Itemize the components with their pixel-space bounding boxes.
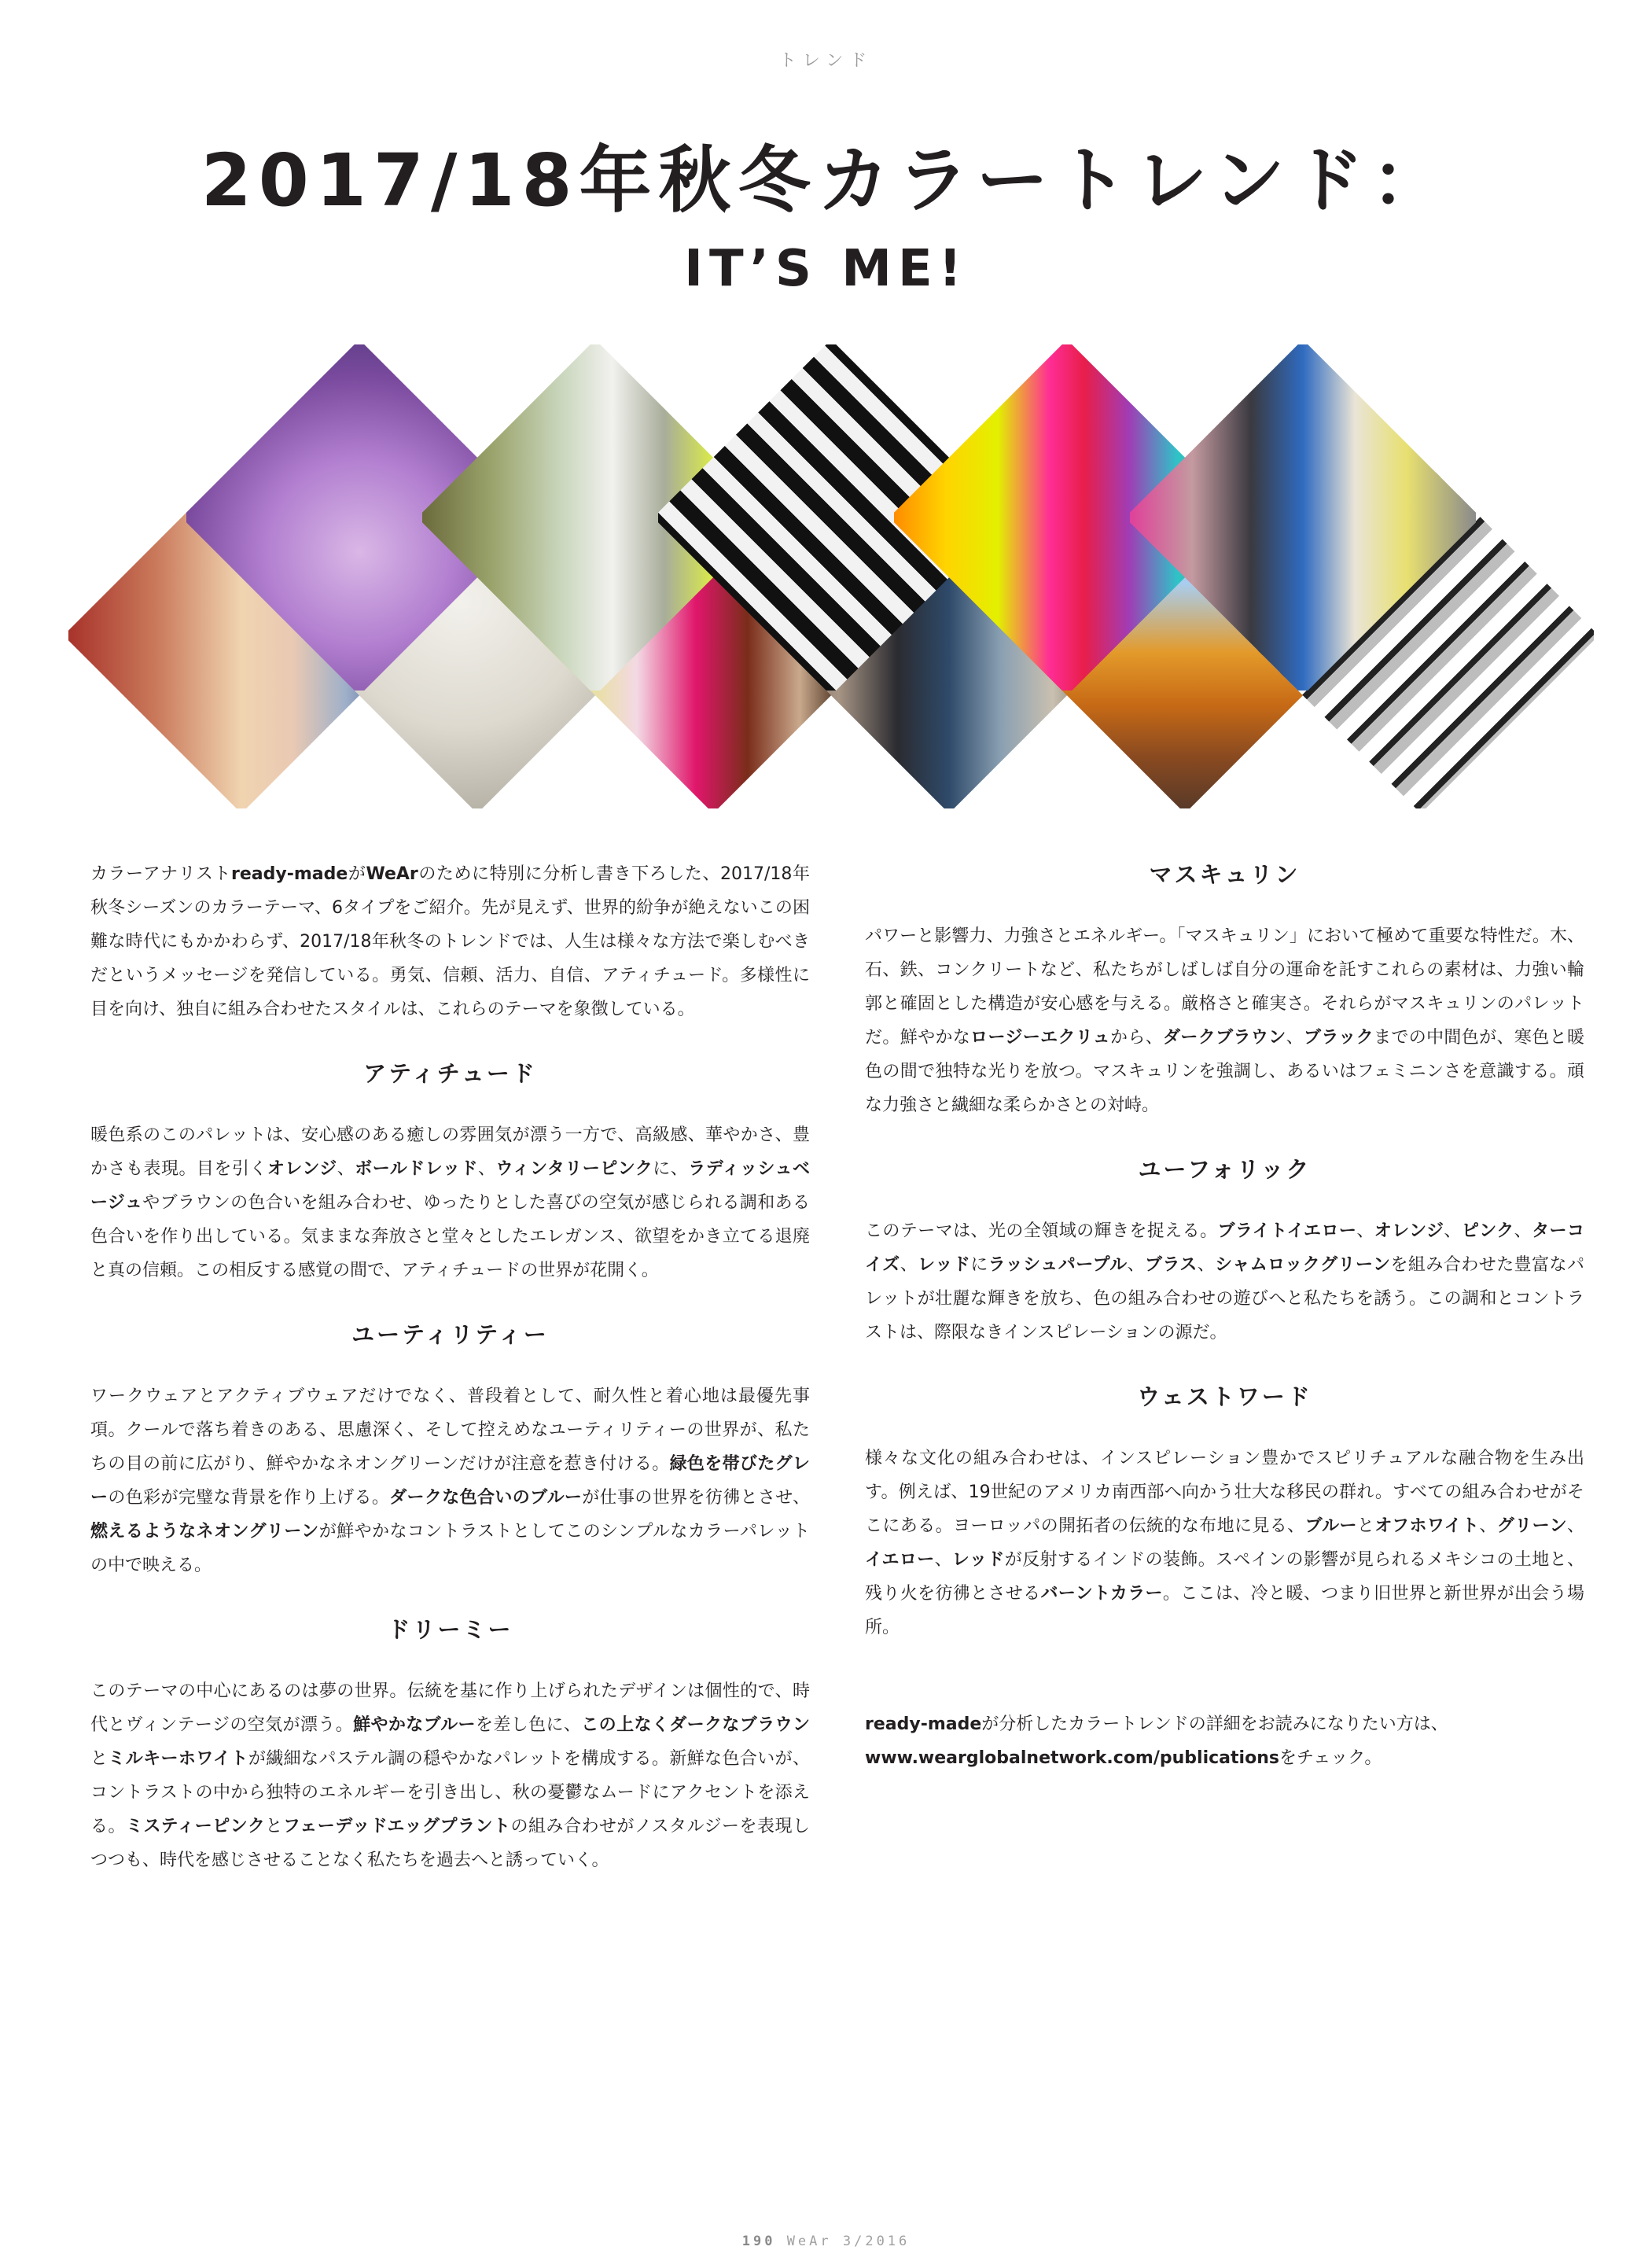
page-title: 2017/18年秋冬カラートレンド： [201,138,1451,223]
page-number: 190 [741,2234,776,2249]
emphasized-term: シャムロックグリーン [1215,1255,1391,1275]
emphasized-term: バーントカラー [1040,1584,1163,1604]
emphasized-term: ウィンタリーピンク [495,1159,653,1179]
emphasized-term: WeAr [366,864,418,884]
emphasized-term: この上なくダークなブラウン [581,1715,810,1735]
section-heading-dreamy: ドリーミー [387,1616,513,1643]
section-heading-utility: ユーティリティー [351,1321,549,1348]
section-heading-westward: ウェストワード [1137,1383,1312,1410]
page-subtitle: IT’S ME! [684,240,968,298]
emphasized-term: ターコイズ [865,1221,1584,1275]
outro-paragraph: ready-madeが分析したカラートレンドの詳細をお読みになりたい方は、 www.wearglobalnetwork.com/publicationsをチェック。 [865,1714,1448,1768]
emphasized-term: ready-made [865,1714,982,1734]
emphasized-term: 緑色を帯びたグレー [90,1454,810,1508]
section-body-westward: 様々な文化の組み合わせは、インスピレーション豊かでスピリチュアルな融合物を生み出す。例えば、19世紀のアメリカ南西部へ向かう壮大な移民の群れ。すべての組み合わせがそこにある。ヨーロッパの開拓者の伝統的な布地に見る、ブルーとオフホワイト、グリーン、イエロー、レッドが反射するインドの装飾。スペインの影響が見られるメキシコの土地と、残り火を彷彿とさせるバーントカラー。ここは、冷と暖、つまり旧世界と新世界が出会う場所。 [865,1449,1584,1637]
emphasized-term: ピンク [1461,1221,1514,1241]
emphasized-term: 燃えるようなネオングリーン [90,1522,319,1541]
emphasized-term: ブライトイエロー [1217,1221,1357,1241]
emphasized-term: ボールドレッド [355,1159,479,1179]
publication-name: WeAr 3/2016 [786,2234,911,2249]
emphasized-term: オフホワイト [1374,1516,1480,1536]
section-heading-euphoric: ユーフォリック [1138,1156,1312,1183]
emphasized-term: イエロー [865,1550,935,1570]
emphasized-term: フェーデッドエッグプラント [282,1817,511,1836]
emphasized-term: ready-made [231,864,348,884]
emphasized-term: ブラック [1303,1028,1374,1048]
color-diamond-mosaic [110,378,1541,747]
emphasized-term: 鮮やかなブルー [353,1715,476,1735]
section-heading-attitude: アティチュード [363,1060,537,1087]
section-body-dreamy: このテーマの中心にあるのは夢の世界。伝統を基に作り上げられたデザインは個性的で、時代とヴィンテージの空気が漂う。鮮やかなブルーを差し色に、この上なくダークなブラウンとミルキーホワイトが繊細なパステル調の穏やかなパレットを構成する。新鮮な色合いが、コントラストの中から独特のエネルギーを引き出し、秋の憂鬱なムードにアクセントを添える。ミスティーピンクとフェーデッドエッグプラントの組み合わせがノスタルジーを表現しつつも、時代を感じさせることなく私たちを過去へと誘っていく。 [90,1681,810,1870]
emphasized-term: レッド [918,1255,971,1275]
emphasized-term: ブルー [1304,1516,1357,1536]
page-footer [0,2234,1652,2249]
section-heading-masculine: マスキュリン [1149,861,1301,888]
right-column [865,857,1584,1775]
emphasized-term: ラッシュパープル [988,1255,1128,1275]
emphasized-term: ロージーエクリュ [970,1028,1110,1048]
emphasized-term: www.wearglobalnetwork.com/publications [865,1748,1279,1768]
section-body-utility: ワークウェアとアクティブウェアだけでなく、普段着として、耐久性と着心地は最優先事項。クールで落ち着きのある、思慮深く、そして控えめなユーティリティーの世界が、私たちの目の前に広がり、鮮やかなネオングリーンだけが注意を惹き付ける。緑色を帯びたグレーの色彩が完璧な背景を作り上げる。ダークな色合いのブルーが仕事の世界を彷彿とさせ、燃えるようなネオングリーンが鮮やかなコントラストとしてこのシンプルなカラーパレットの中で映える。 [90,1387,811,1575]
left-column [90,857,810,1877]
section-body-masculine: パワーと影響力、力強さとエネルギー。「マスキュリン」において極めて重要な特性だ。木、石、鉄、コンクリートなど、私たちがしばしば自分の運命を託すこれらの素材は、力強い輪郭と確固とした構造が安心感を与える。厳格さと確実さ。それらがマスキュリンのパレットだ。鮮やかなロージーエクリュから、ダークブラウン、ブラックまでの中間色が、寒色と暖色の間で独特な光りを放つ。マスキュリンを強調し、あるいはフェミニンさを意識する。頑な力強さと繊細な柔らかさとの対峙。 [865,926,1584,1115]
emphasized-term: ダークブラウン [1163,1028,1286,1048]
emphasized-term: ラディッシュベージュ [90,1159,810,1213]
intro-paragraph: カラーアナリストready-madeがWeArのために特別に分析し書き下ろした、2017/18年秋冬シーズンのカラーテーマ、6タイプをご紹介。先が見えず、世界的紛争が絶えないこの困難な時代にもかかわらず、2017/18年秋冬のトレンドでは、人生は様々な方法で楽しむべきだというメッセージを発信している。勇気、信頼、活力、自信、アティチュード。多様性に目を向け、独自に組み合わせたスタイルは、これらのテーマを象徴している。 [90,864,810,1019]
emphasized-term: ミルキーホワイト [108,1749,248,1769]
section-body-euphoric: このテーマは、光の全領域の輝きを捉える。ブライトイエロー、オレンジ、ピンク、ターコイズ、レッドにラッシュパープル、ブラス、シャムロックグリーンを組み合わせた豊富なパレットが壮麗な輝きを放ち、色の組み合わせの遊びへと私たちを誘う。この調和とコントラストは、際限なきインスピレーションの源だ。 [865,1221,1585,1342]
emphasized-term: ミスティーピンク [126,1817,266,1836]
emphasized-term: ダークな色合いのブルー [389,1488,583,1508]
emphasized-term: ブラス [1145,1255,1198,1275]
section-tag: トレンド [778,51,874,71]
emphasized-term: レッド [951,1550,1005,1570]
emphasized-term: オレンジ [267,1159,337,1179]
section-body-attitude: 暖色系のこのパレットは、安心感のある癒しの雰囲気が漂う一方で、高級感、華やかさ、豊かさも表現。目を引くオレンジ、ボールドレッド、ウィンタリーピンクに、ラディッシュベージュやブラウンの色合いを組み合わせ、ゆったりとした喜びの空気が感じられる調和ある色合いを作り出している。気ままな奔放さと堂々としたエレガンス、欲望をかき立てる退廃と真の信頼。この相反する感覚の間で、アティチュードの世界が花開く。 [90,1125,811,1280]
emphasized-term: グリーン [1496,1516,1567,1536]
emphasized-term: オレンジ [1374,1221,1444,1241]
